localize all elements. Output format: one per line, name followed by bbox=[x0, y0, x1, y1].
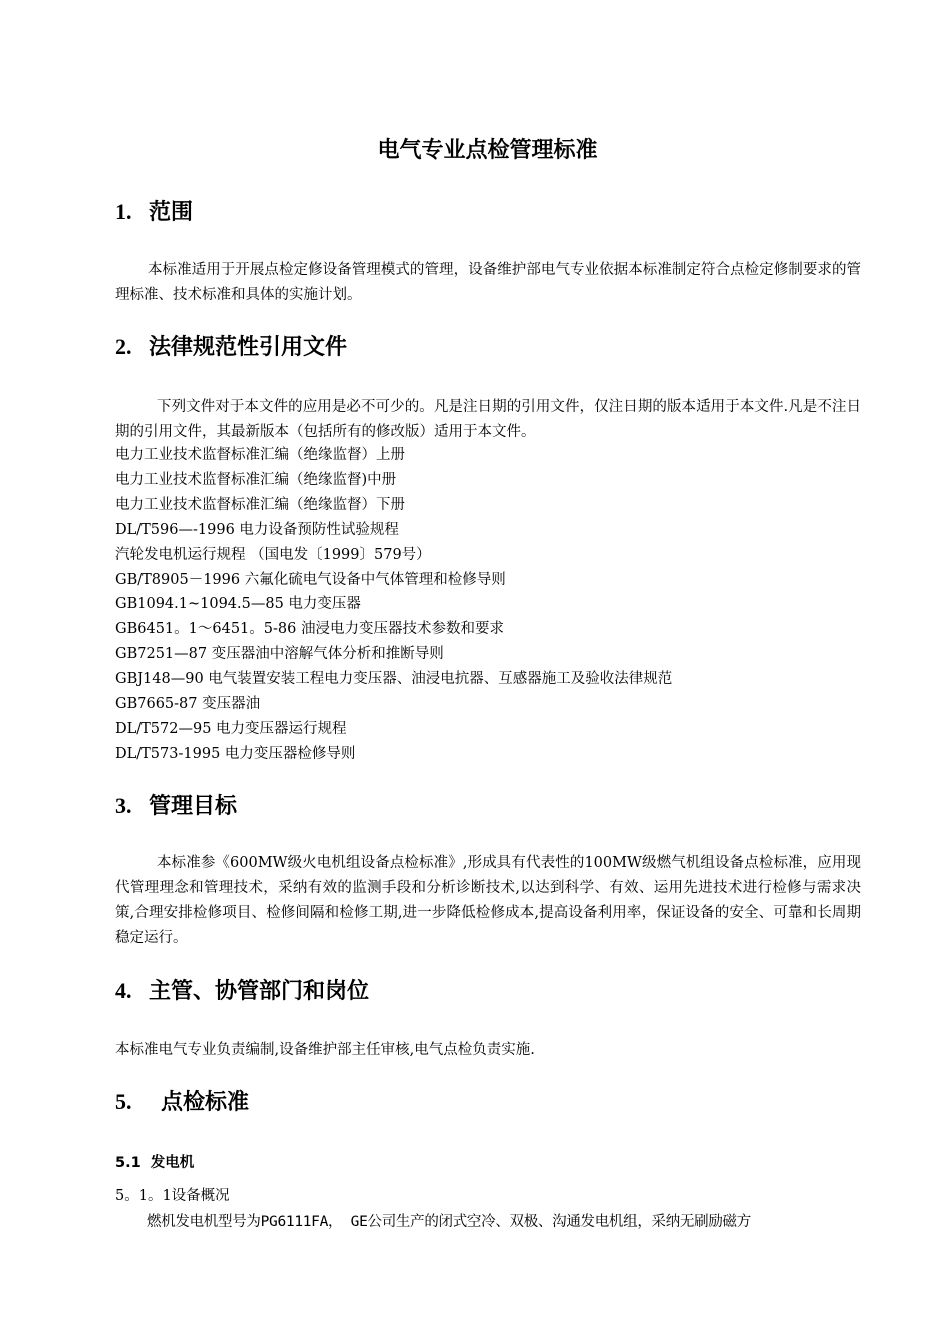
section-number: 2. bbox=[115, 334, 132, 359]
reference-item: 汽轮发电机运行规程 （国电发〔1999〕579号） bbox=[115, 546, 431, 563]
section-title: 法律规范性引用文件 bbox=[149, 335, 348, 360]
subsection-title: 发电机 bbox=[150, 1155, 195, 1171]
section-heading-1 bbox=[115, 195, 193, 226]
reference-item: GB6451。1～6451。5-86 油浸电力变压器技术参数和要求 bbox=[115, 621, 504, 638]
subsection-heading bbox=[115, 1151, 194, 1172]
reference-list bbox=[115, 443, 672, 767]
subsubsection-heading: 5。1。1设备概况 bbox=[115, 1188, 230, 1204]
reference-item: GB1094.1~1094.5—85 电力变压器 bbox=[115, 596, 361, 613]
section-number: 1. bbox=[115, 199, 132, 224]
section-heading-3 bbox=[115, 789, 237, 820]
section-paragraph-1: 本标准适用于开展点检定修设备管理模式的管理，设备维护部电气专业依据本标准制定符合点检定修制要求的管理标准、技术标准和具体的实施计划。 bbox=[115, 262, 861, 303]
section-title: 主管、协管部门和岗位 bbox=[149, 979, 370, 1004]
section-heading-2 bbox=[115, 330, 347, 361]
reference-item: 电力工业技术监督标准汇编（绝缘监督)中册 bbox=[115, 471, 397, 488]
document-title: 电气专业点检管理标准 bbox=[377, 138, 598, 163]
reference-item: 电力工业技术监督标准汇编（绝缘监督）下册 bbox=[115, 496, 405, 513]
section-paragraph-2: 下列文件对于本文件的应用是必不可少的。凡是注日期的引用文件，仅注日期的版本适用于本文件.凡是不注日期的引用文件，其最新版本（包括所有的修改版）适用于本文件。 bbox=[115, 399, 861, 440]
section-paragraph-4: 本标准电气专业负责编制,设备维护部主任审核,电气点检负责实施. bbox=[115, 1042, 535, 1058]
section-title: 范围 bbox=[149, 200, 194, 225]
section-title: 点检标准 bbox=[161, 1090, 250, 1115]
section-heading-4 bbox=[115, 974, 369, 1005]
subsection-number: 5.1 bbox=[115, 1155, 141, 1171]
section-number: 4. bbox=[115, 978, 132, 1003]
section-number: 5. bbox=[115, 1089, 132, 1114]
body-text-line: 燃机发电机型号为PG6111FA， GE公司生产的闭式空冷、双极、沟通发电机组，采纳无刷励磁方 bbox=[147, 1214, 751, 1230]
section-title: 管理目标 bbox=[149, 794, 238, 819]
section-paragraph-3: 本标准参《600MW级火电机组设备点检标准》,形成具有代表性的100MW级燃气机组设备点检标准，应用现代管理理念和管理技术，采纳有效的监测手段和分析诊断技术,以达到科学、有效、运用先进技术进行检修与需求决策,合理安排检修项目、检修间隔和检修工期,进一步降低检修成本,提高设备利用率，保证设备的安全、可靠和长周期稳定运行。 bbox=[115, 855, 861, 946]
reference-item: DL/T596—-1996 电力设备预防性试验规程 bbox=[115, 521, 399, 538]
section-heading-5 bbox=[115, 1085, 249, 1116]
reference-item: 电力工业技术监督标准汇编（绝缘监督）上册 bbox=[115, 447, 405, 463]
reference-item: DL/T572—95 电力变压器运行规程 bbox=[115, 720, 347, 737]
reference-item: GB/T8905－1996 六氟化硫电气设备中气体管理和检修导则 bbox=[115, 571, 506, 588]
section-number: 3. bbox=[115, 793, 132, 818]
reference-item: GB7251—87 变压器油中溶解气体分析和推断导则 bbox=[115, 646, 444, 663]
reference-item: GB7665-87 变压器油 bbox=[115, 696, 261, 713]
reference-item: GBJ148—90 电气装置安装工程电力变压器、油浸电抗器、互感器施工及验收法律规范 bbox=[115, 671, 673, 688]
reference-item: DL/T573-1995 电力变压器检修导则 bbox=[115, 745, 356, 762]
